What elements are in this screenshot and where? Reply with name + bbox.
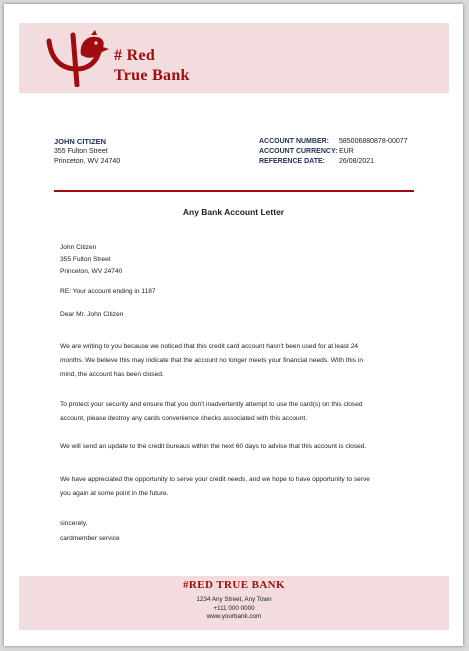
bird-logo-icon (43, 29, 113, 87)
letter-address-block (60, 242, 412, 278)
closing: sincerely, (60, 520, 88, 527)
signature: cardmember service (60, 535, 120, 542)
footer-band (19, 576, 449, 630)
paragraph-1-line-2: months. We believe this may indicate that the account no longer meets your financial needs. With this in (60, 357, 363, 364)
account-currency-label: ACCOUNT CURRENCY: (259, 148, 338, 155)
reference-date-value: 26/08/2021 (339, 158, 375, 165)
paragraph-4-line-2: you again at some point in the future. (60, 490, 169, 497)
paragraph-1 (60, 340, 412, 382)
bank-name-line1: # Red (114, 47, 156, 64)
footer-website: www.yourbank.com (206, 613, 262, 620)
re-line: RE: Your account ending in 1187 (60, 288, 156, 295)
letter-addr-street: 355 Fulton Street (60, 256, 111, 263)
reference-date-label: REFERENCE DATE: (259, 158, 325, 165)
account-info-block (259, 137, 408, 167)
footer-phone: +111 000 0000 (213, 604, 255, 612)
paragraph-3: We will send an update to the credit bureaus within the next 60 days to advise that this account is closed. (60, 443, 367, 450)
letter-addr-city: Princeton, WV 24740 (60, 268, 123, 275)
account-number-label: ACCOUNT NUMBER: (259, 138, 329, 145)
recipient-name: JOHN CITIZEN (54, 137, 107, 146)
letter-page (4, 4, 463, 646)
account-number-value: 585006880878-00077 (339, 138, 408, 145)
paragraph-1-line-3: mind, the account has been closed. (60, 371, 164, 378)
footer-title: #RED TRUE BANK (183, 579, 285, 591)
header-divider (54, 190, 414, 192)
account-currency-value: EUR (339, 148, 354, 155)
recipient-street: 355 Fulton Street (54, 148, 108, 155)
header-band (19, 23, 449, 93)
account-number-row (259, 137, 408, 147)
paragraph-4-line-1: We have appreciated the opportunity to serve your credit needs, and we hope to have opportunity to serve (60, 476, 370, 483)
closing-block (60, 516, 412, 546)
paragraph-2-line-2: account, please destroy any cards convenience checks associated with this account. (60, 415, 308, 422)
letter-addr-name: John Citizen (60, 244, 97, 251)
footer-address: 1234 Any Street, Any Town (196, 596, 272, 603)
account-currency-row (259, 147, 408, 157)
recipient-city: Princeton, WV 24740 (54, 158, 121, 165)
letter-title: Any Bank Account Letter (182, 207, 285, 217)
reference-date-row (259, 157, 408, 167)
paragraph-2-line-1: To protect your security and ensure that you don't inadvertently attempt to use the card(s) on this closed (60, 401, 363, 408)
paragraph-4 (60, 473, 412, 501)
paragraph-1-line-1: We are writing to you because we noticed that this credit card account hasn't been used for at least 24 (60, 343, 359, 350)
salutation: Dear Mr. John Citizen (60, 311, 124, 318)
footer-contact (19, 596, 449, 622)
paragraph-2 (60, 398, 412, 426)
bank-name-line2: True Bank (114, 67, 190, 84)
recipient-address-block (54, 137, 120, 167)
